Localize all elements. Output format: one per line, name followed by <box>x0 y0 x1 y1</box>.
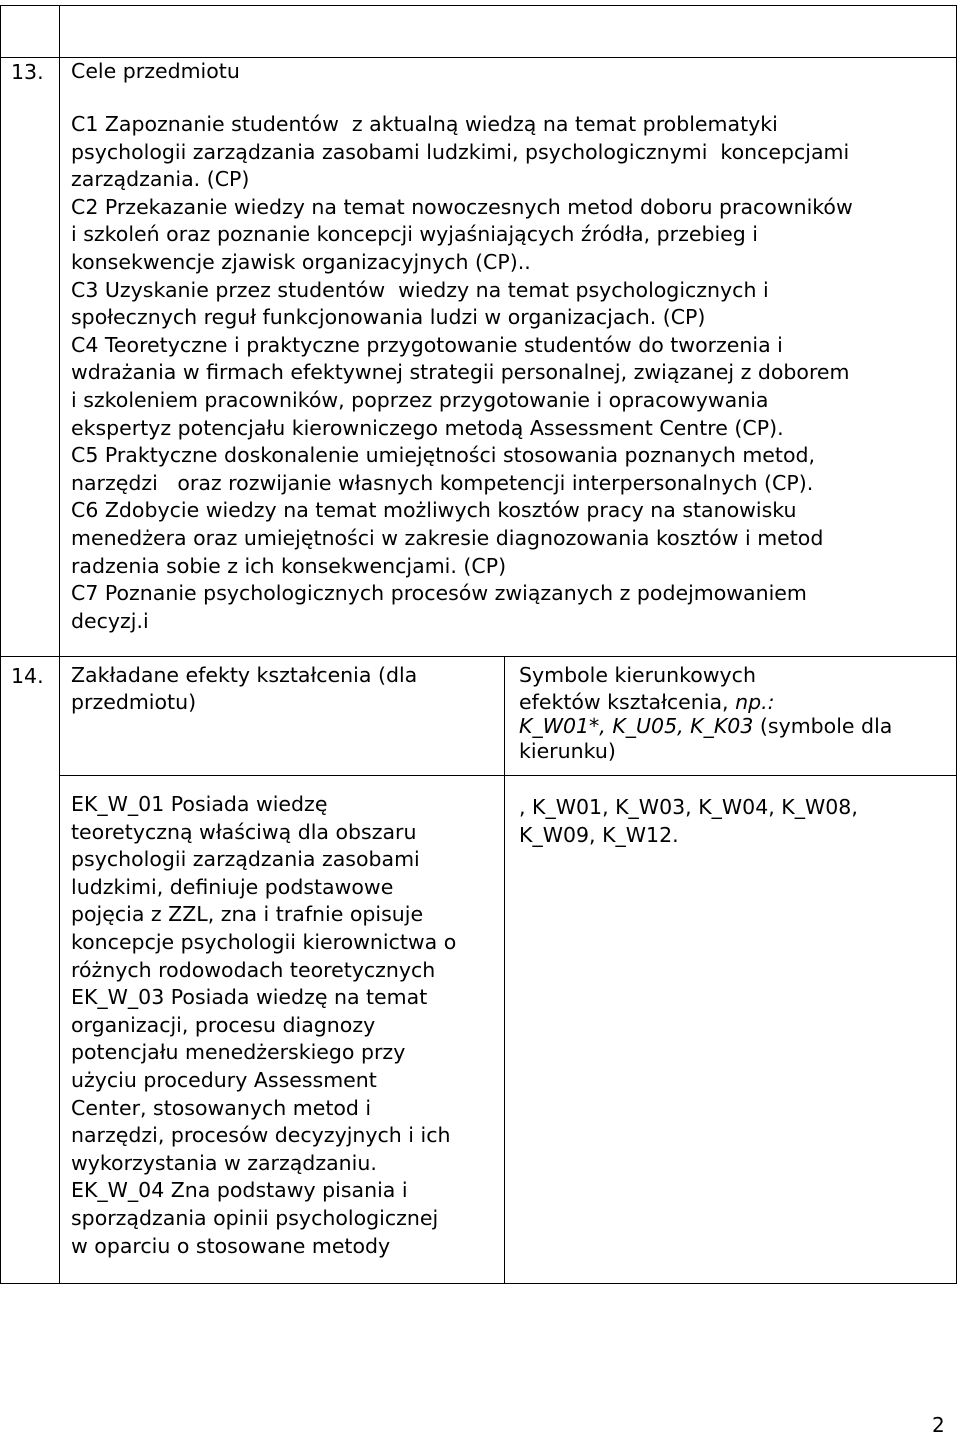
table-bottom-border <box>0 1283 957 1284</box>
outcome-line: potencjału menedżerskiego przy <box>71 1040 406 1065</box>
row13-number: 13. <box>11 60 44 84</box>
row14-left-header-line2: przedmiotu) <box>71 690 197 714</box>
outcome-line: użyciu procedury Assessment <box>71 1068 377 1092</box>
objective-line: zarządzania. (CP) <box>71 167 250 192</box>
outcome-line: pojęcia z ZZL, zna i trafnie opisuje <box>71 902 424 927</box>
objective-line: wdrażania w firmach efektywnej strategii personalnej, związanej z doborem <box>71 360 850 385</box>
symbol-line: , K_W01, K_W03, K_W04, K_W08, <box>519 795 858 819</box>
row14-right-header-line4: kierunku) <box>519 739 616 763</box>
symbol-line: K_W09, K_W12. <box>519 822 679 847</box>
table-right-border <box>956 5 957 1284</box>
outcome-line: w oparciu o stosowane metody <box>71 1233 391 1258</box>
outcome-line: różnych rodowodach teoretycznych <box>71 957 436 982</box>
outcome-line: sporządzania opinii psychologicznej <box>71 1206 439 1230</box>
objective-line: menedżera oraz umiejętności w zakresie diagnozowania kosztów i metod <box>71 526 824 550</box>
objective-line: decyzj.i <box>71 608 149 633</box>
objective-line: narzędzi oraz rozwijanie własnych kompetencji interpersonalnych (CP). <box>71 470 814 495</box>
outcome-line: organizacji, procesu diagnozy <box>71 1012 376 1037</box>
header-italic-text: np.: <box>735 690 775 714</box>
outcome-line: koncepcje psychologii kierownictwa o <box>71 930 457 954</box>
outcome-line: teoretyczną właściwą dla obszaru <box>71 819 417 844</box>
row14-right-header-line1: Symbole kierunkowych <box>519 663 756 687</box>
objective-line: radzenia sobie z ich konsekwencjami. (CP) <box>71 553 507 578</box>
objective-line: ekspertyz potencjału kierowniczego metodą Assessment Centre (CP). <box>71 415 784 440</box>
objective-line: konsekwencje zjawisk organizacyjnych (CP).. <box>71 250 531 274</box>
outcome-line: Center, stosowanych metod i <box>71 1095 372 1120</box>
header-italic-symbols: K_W01*, K_U05, K_K03 <box>519 714 754 738</box>
objective-line: C2 Przekazanie wiedzy na temat nowoczesnych metod doboru pracowników <box>71 194 853 219</box>
page-number: 2 <box>932 1413 945 1437</box>
objective-line: i szkoleniem pracowników, poprzez przygotowanie i opracowywania <box>71 388 769 412</box>
row14-divider <box>60 775 957 776</box>
objective-line: C5 Praktyczne doskonalenie umiejętności stosowania poznanych metod, <box>71 443 816 468</box>
outcome-line: EK_W_04 Zna podstawy pisania i <box>71 1178 408 1203</box>
outcome-line: EK_W_01 Posiada wiedzę <box>71 792 328 816</box>
row13-heading: Cele przedmiotu <box>71 59 240 83</box>
row14-top-border <box>0 656 957 657</box>
table-top-border <box>0 5 957 6</box>
row14-middle-border <box>504 656 505 1284</box>
objective-line: i szkoleń oraz poznanie koncepcji wyjaśniających źródła, przebieg i <box>71 222 759 247</box>
objective-line: psychologii zarządzania zasobami ludzkimi, psychologicznymi koncepcjami <box>71 139 850 164</box>
objective-line: społecznych reguł funkcjonowania ludzi w organizacjach. (CP) <box>71 305 706 330</box>
objective-line: C7 Poznanie psychologicznych procesów związanych z podejmowaniem <box>71 581 807 606</box>
outcome-line: EK_W_03 Posiada wiedzę na temat <box>71 985 428 1010</box>
objective-line: C3 Uzyskanie przez studentów wiedzy na temat psychologicznych i <box>71 277 769 302</box>
objective-line: C4 Teoretyczne i praktyczne przygotowanie studentów do tworzenia i <box>71 332 783 357</box>
objective-line: C6 Zdobycie wiedzy na temat możliwych kosztów pracy na stanowisku <box>71 498 797 523</box>
row14-number: 14. <box>11 664 44 688</box>
header-plain-text: (symbole dla <box>753 714 893 738</box>
row14-left-header-line1: Zakładane efekty kształcenia (dla <box>71 663 418 687</box>
table-left-border <box>0 5 1 1284</box>
outcome-line: psychologii zarządzania zasobami <box>71 847 420 872</box>
outcome-line: ludzkimi, definiuje podstawowe <box>71 874 394 899</box>
outcome-line: wykorzystania w zarządzaniu. <box>71 1150 377 1175</box>
objective-line: C1 Zapoznanie studentów z aktualną wiedzą na temat problematyki <box>71 112 778 136</box>
header-plain-text: efektów kształcenia, <box>519 690 736 714</box>
outcome-line: narzędzi, procesów decyzyjnych i ich <box>71 1123 451 1148</box>
row14-right-header-line3 <box>519 713 892 741</box>
number-column-border <box>59 5 60 1284</box>
